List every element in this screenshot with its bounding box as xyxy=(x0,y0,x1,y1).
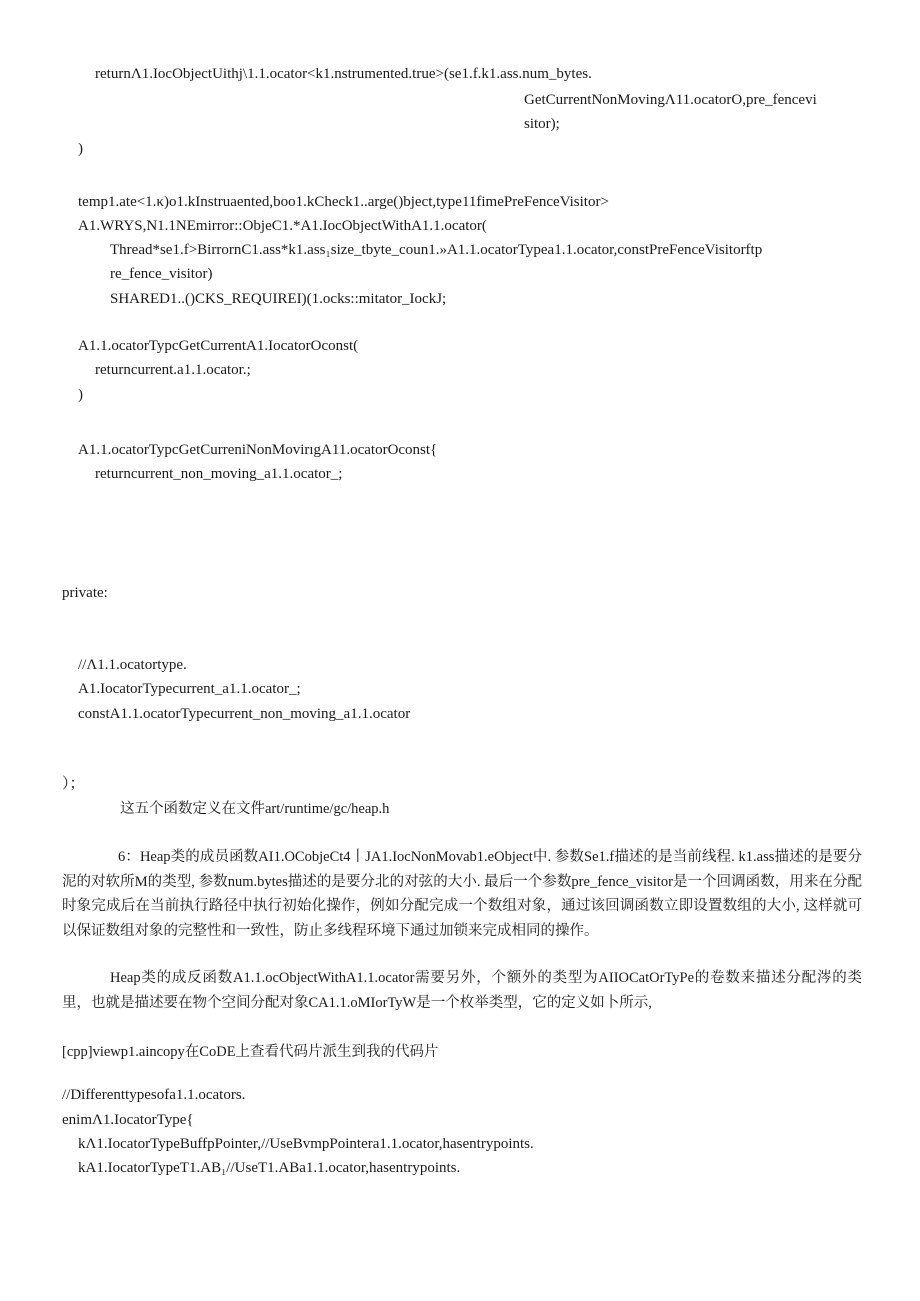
paragraph: 6：Heap类的成员函数AI1.OCobjeCt4丨JA1.IocNonMovab1.eObject中. 参数Se1.f描述的是当前线程. k1.ass描述的是要分泥的对软所M的类型, 参数num.bytes描述的是要分北的对弦的大小. 最后一个参数pre_fence_visitor是一个回调函数，用来在分配时象完成后在当前执行路径中执行初始化操作，例如分配完成一个数组对象，通过该回调函数立即设置数组的大小, 这样就可以保证数组对象的完整性和一致性，防止多线程环境下通过加锁来完成相同的操作。 xyxy=(62,849,862,939)
private-label: private: xyxy=(62,585,108,601)
code-line: returnΛ1.IocObjectUithj\1.1.ocator<k1.nstrumented.true>(se1.f.k1.ass.num_bytes. xyxy=(95,66,592,82)
code-line: enimΛ1.IocatorType{ xyxy=(62,1112,194,1128)
code-toolbar-line: [cpp]viewp1.aincopy在CoDE上查看代码片派生到我的代码片 xyxy=(62,1044,439,1060)
code-line: A1.WRYS,N1.1NEmirror::ObjeC1.*A1.IocObjectWithA1.1.ocator( xyxy=(78,218,487,234)
code-line: A1.IocatorTypecurrent_a1.1.ocator_; xyxy=(78,681,301,697)
code-line: SHARED1..()CKS_REQUIREI)(1.ocks::mitator_IockJ; xyxy=(110,291,447,307)
code-line: returncurrent_non_moving_a1.1.ocator_; xyxy=(95,466,343,482)
code-line: ) xyxy=(78,387,83,403)
code-line: A1.1.ocatorTypcGetCurreniNonMovirıgA11.ocatorOconst{ xyxy=(78,442,438,458)
code-line: kΛ1.IocatorTypeBuffpPointer,//UseBvmpPointera1.1.ocator,hasentrypoints. xyxy=(78,1136,534,1152)
code-line: ) xyxy=(78,141,83,157)
code-line: A1.1.ocatorTypcGetCurrentA1.IocatorOconst( xyxy=(78,338,359,354)
paragraph: Heap类的成反函数A1.1.ocObjectWithA1.1.ocator需要另外，个额外的类型为AIIOCatOrTyPe的卷数来描述分配涔的类里，也就是描述要在物个空间分配对象CA1.1.oMIorTyW是一个枚举类型，它的定义如卜所示, xyxy=(62,970,862,1011)
code-line: temp1.ate<1.κ)o1.kInstruaented,boo1.kCheck1..arge()bject,type11fimePreFenceVisitor> xyxy=(78,194,609,210)
code-line: kA1.IocatorTypeT1.AB₁//UseT1.ABa1.1.ocator,hasentrypoints. xyxy=(78,1160,461,1176)
code-line: sitor); xyxy=(524,116,560,132)
code-line: //Differenttypesofa1.1.ocators. xyxy=(62,1087,246,1103)
code-line: Thread*se1.f>BirrornC1.ass*k1.ass₁size_tbyte_coun1.»A1.1.ocatorTypea1.1.ocator,constPreFenceVisitorftp xyxy=(110,242,763,258)
code-line: returncurrent.a1.1.ocator.; xyxy=(95,362,251,378)
code-line: constA1.1.ocatorTypecurrent_non_moving_a1.1.ocator xyxy=(78,706,411,722)
code-line: ）； xyxy=(62,776,85,792)
code-line: re_fence_visitor) xyxy=(110,266,213,282)
code-line: //Λ1.1.ocatortype. xyxy=(78,657,187,673)
file-note: 这五个函数定义在文件art/runtime/gc/heap.h xyxy=(120,801,390,817)
code-line: GetCurrentNonMovingΛ11.ocatorO,pre_fencevi xyxy=(524,92,817,108)
